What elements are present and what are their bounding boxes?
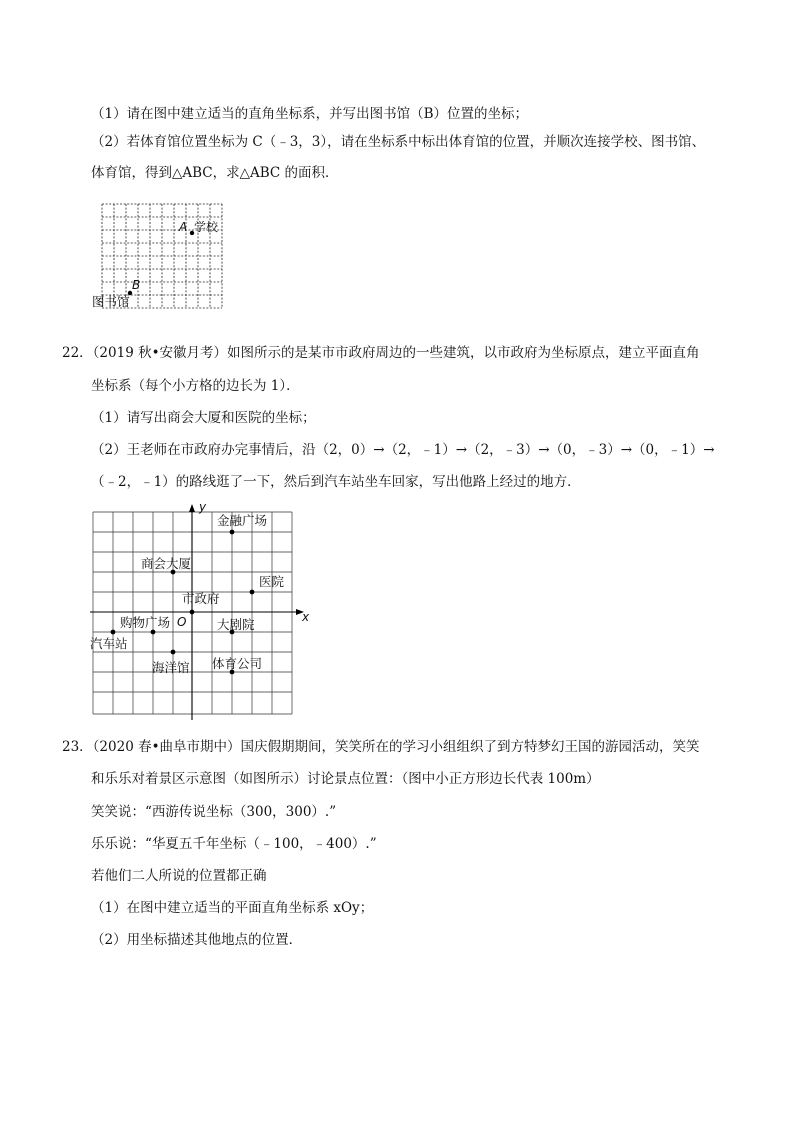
q22-label-shopping-plaza: 购物广场	[120, 615, 171, 630]
q22-label-aquarium: 海洋馆	[152, 660, 190, 675]
q22-coordinate-figure	[86, 500, 326, 725]
q23-part2: （2）用坐标描述其他地点的位置．	[91, 932, 303, 948]
q23-condition: 若他们二人所说的位置都正确	[91, 868, 267, 884]
q21-grid-figure	[90, 196, 240, 330]
q23-intro-line1: 23．（2020 春•曲阜市期中）国庆假期期间，笑笑所在的学习小组组织了到方特梦幻王国的游园活动，笑笑	[62, 739, 700, 755]
q22-point-city-hall	[190, 610, 195, 615]
q23-lele-says: 乐乐说：“华夏五千年坐标（﹣100，﹣400）.”	[91, 836, 377, 852]
q21-part2-line1: （2）若体育馆位置坐标为 C（﹣3，3），请在坐标系中标出体育馆的位置，并顺次连接学校、图书馆、	[91, 134, 706, 150]
q22-label-sports-company: 体育公司	[212, 656, 263, 671]
q22-point-bus-station	[111, 630, 116, 635]
q22-point-hospital	[250, 590, 255, 595]
q22-intro-line1: 22．（2019 秋•安徽月考）如图所示的是某市市政府周边的一些建筑，以市政府为坐标原点，建立平面直角	[62, 345, 700, 361]
q22-intro-line2: 坐标系（每个小方格的边长为 1）．	[91, 378, 300, 394]
q22-point-aquarium	[171, 650, 176, 655]
q22-origin-label: O	[177, 615, 187, 629]
q21-part2-line2: 体育馆，得到△ABC，求△ABC 的面积．	[91, 165, 339, 181]
q22-part1: （1）请写出商会大厦和医院的坐标；	[91, 410, 316, 426]
q22-part2-line1: （2）王老师在市政府办完事情后，沿（2，0）→（2，﹣1）→（2，﹣3）→（0，﹣3）→（0，﹣1）→	[91, 442, 715, 458]
q22-label-finance-plaza: 金融广场	[217, 513, 268, 528]
q23-part1: （1）在图中建立适当的平面直角坐标系 xOy；	[91, 900, 374, 916]
q22-y-arrow	[189, 504, 195, 512]
q22-x-label: x	[302, 610, 310, 624]
q21-part1: （1）请在图中建立适当的直角坐标系，并写出图书馆（B）位置的坐标；	[91, 106, 529, 122]
q21-label-b: B	[132, 278, 141, 292]
q22-point-finance-plaza	[230, 530, 235, 535]
q22-part2-line2: （﹣2，﹣1）的路线逛了一下，然后到汽车站坐车回家，写出他路上经过的地方．	[91, 474, 581, 490]
q23-intro-line2: 和乐乐对着景区示意图（如图所示）讨论景点位置：（图中小正方形边长代表 100m）	[91, 771, 600, 787]
q21-label-a: A	[179, 220, 188, 234]
q22-label-grand-theater: 大剧院	[217, 617, 255, 632]
q22-label-chamber-building: 商会大厦	[141, 556, 192, 571]
q22-label-hospital: 医院	[259, 574, 285, 589]
q21-label-school: 学校	[194, 220, 219, 234]
q22-label-city-hall: 市政府	[182, 591, 220, 606]
q22-point-shopping-plaza	[151, 630, 156, 635]
q22-y-label: y	[199, 500, 207, 514]
q22-label-bus-station: 汽车站	[90, 636, 128, 651]
q23-xiaoxiao-says: 笑笑说：“西游传说坐标（300，300）.”	[91, 804, 337, 820]
q21-label-library: 图书馆	[92, 294, 130, 309]
